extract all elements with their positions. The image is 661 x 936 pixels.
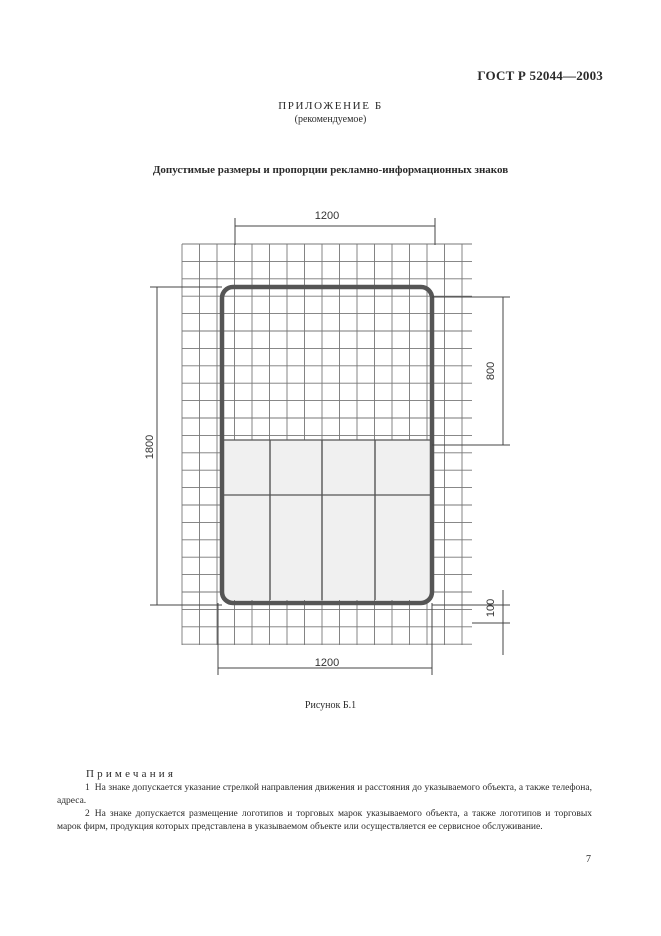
standard-code: ГОСТ Р 52044—2003: [477, 68, 603, 83]
notes-heading: Примечания: [86, 768, 177, 780]
dim-total-height: 1800: [144, 434, 156, 460]
note-number: 1: [85, 783, 90, 793]
dim-top-width: 1200: [314, 210, 340, 222]
appendix-status: (рекомендуемое): [294, 114, 367, 125]
page-number: 7: [586, 854, 591, 865]
section-title: Допустимые размеры и пропорции рекламно-информационных знаков: [152, 164, 509, 176]
note-item: [57, 808, 592, 834]
note-item: [57, 782, 592, 808]
dim-bottom-width: 1200: [314, 657, 340, 669]
sign-lower-panel: [222, 440, 432, 600]
appendix-title: ПРИЛОЖЕНИЕ Б: [278, 100, 383, 112]
note-text: На знаке допускается размещение логотипов и торговых марок указываемого объекта, а также логотипов и торговых марок фирм, продукция которых представлена в указываемом объекте или осуществляется ее сервисное обслуживание.: [57, 809, 592, 832]
dim-upper-height: 800: [485, 361, 497, 381]
note-number: 2: [85, 809, 90, 819]
figure-caption: Рисунок Б.1: [304, 700, 357, 711]
dim-bottom-margin: 100: [485, 598, 497, 618]
note-text: На знаке допускается указание стрелкой направления движения и расстояния до указываемого объекта, а также телефона, адреса.: [57, 783, 592, 806]
